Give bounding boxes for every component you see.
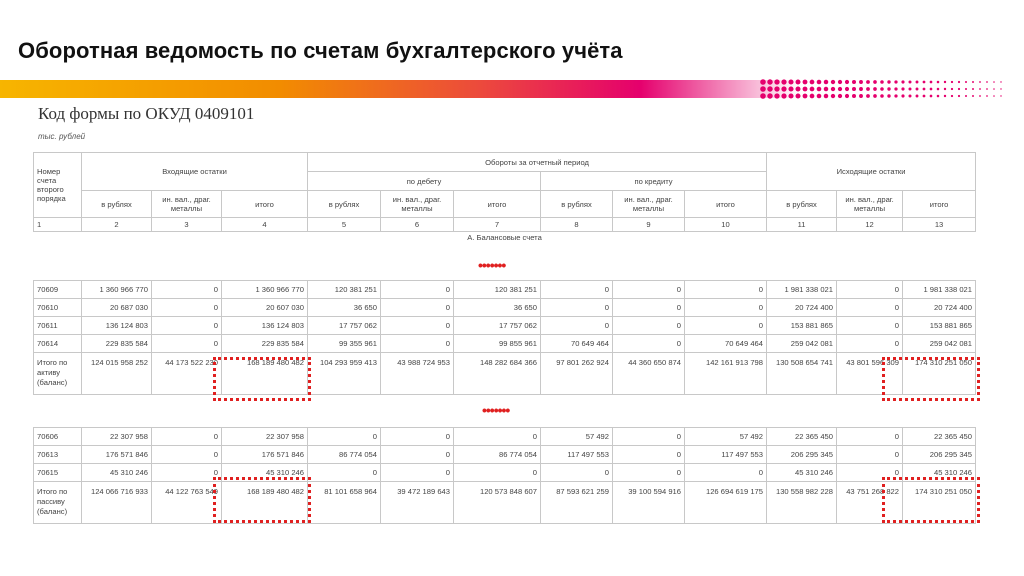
banner-dot [824,94,828,98]
banner-dot [972,81,974,83]
amount-cell: 86 774 054 [308,446,381,464]
total-amount: 168 189 480 482 [222,353,308,395]
table-row [34,317,976,335]
banner-dot [873,80,877,84]
total-amount: 126 694 619 175 [685,482,767,524]
banner-dot [866,80,870,84]
banner-dot [1000,95,1001,96]
banner-dot [838,94,842,98]
banner-dot [866,94,870,98]
banner-dot [979,88,981,90]
amount-cell: 0 [454,464,541,482]
banner-dot [901,80,904,83]
banner-dot [859,94,863,98]
banner-dot [937,88,940,91]
account-number: 70614 [34,335,82,353]
banner-dot [781,93,786,98]
total-amount: 148 282 684 366 [454,353,541,395]
col-turnover: Обороты за отчетный период [308,153,767,172]
total-amount: 87 593 621 259 [541,482,613,524]
banner-dot [845,80,849,84]
banner-dot [958,88,960,90]
amount-cell: 153 881 865 [767,317,837,335]
total-amount: 44 122 763 549 [152,482,222,524]
ellipsis-1: ••••••• [478,257,506,273]
banner-dot [810,80,815,85]
amount-cell: 136 124 803 [222,317,308,335]
banner-dot [873,94,877,98]
total-amount: 104 293 959 413 [308,353,381,395]
banner-dot [944,88,946,90]
banner-dot [908,94,911,97]
col-total: итого [222,191,308,218]
banner-dot [838,87,842,91]
banner-dot [937,95,940,98]
amount-cell: 120 381 251 [308,281,381,299]
amount-cell: 0 [152,464,222,482]
amount-cell: 0 [541,281,613,299]
amount-cell: 22 365 450 [903,428,976,446]
highlight-assets-closing-total [882,357,980,401]
amount-cell: 206 295 345 [903,446,976,464]
banner-dot [852,94,856,98]
col-number: 8 [541,218,613,232]
banner-dot [916,81,919,84]
total-amount: 43 988 724 953 [381,353,454,395]
col-number: 4 [222,218,308,232]
account-number: 70609 [34,281,82,299]
amount-cell: 0 [152,446,222,464]
banner-dot [972,88,974,90]
banner-dot [852,87,856,91]
highlight-liabilities-closing-total [882,477,980,523]
amount-cell: 206 295 345 [767,446,837,464]
banner-dot [887,87,890,90]
amount-cell: 1 360 966 770 [82,281,152,299]
amount-cell: 0 [837,281,903,299]
banner-dot [781,86,786,91]
amount-cell: 45 310 246 [222,464,308,482]
amount-cell: 20 724 400 [903,299,976,317]
banner-dot [852,80,856,84]
banner-dot [986,88,988,90]
page-title: Оборотная ведомость по счетам бухгалтерского учёта [18,38,623,63]
amount-cell: 0 [152,335,222,353]
banner-dot [986,81,988,83]
banner-dot [803,94,808,99]
amount-cell: 20 607 030 [222,299,308,317]
amount-cell: 229 835 584 [82,335,152,353]
banner-dot [951,81,953,83]
banner-dot [993,88,995,90]
amount-cell: 70 649 464 [541,335,613,353]
amount-cell: 20 724 400 [767,299,837,317]
amount-cell: 57 492 [541,428,613,446]
amount-cell: 22 365 450 [767,428,837,446]
banner-dot [1000,81,1001,82]
table-row [34,281,976,299]
banner-dot [880,80,884,84]
table-row [34,464,976,482]
amount-cell: 0 [685,299,767,317]
col-fx: ин. вал., драг. металлы [152,191,222,218]
amount-cell: 259 042 081 [903,335,976,353]
banner-dot [760,93,766,99]
col-number: 12 [837,218,903,232]
banner-dot [817,87,822,92]
total-amount: 39 100 594 916 [613,482,685,524]
banner-dot [817,94,822,99]
banner-dot [923,81,926,84]
amount-cell: 0 [381,299,454,317]
header-table [33,152,976,243]
amount-cell: 229 835 584 [222,335,308,353]
banner-dot [965,88,967,90]
amount-cell: 0 [685,464,767,482]
amount-cell: 17 757 062 [308,317,381,335]
okud-code: Код формы по ОКУД 0409101 [38,104,255,123]
banner-dot [824,87,828,91]
table-row [34,299,976,317]
total-amount: 130 558 982 228 [767,482,837,524]
assets-table [33,280,976,395]
amount-cell: 0 [837,446,903,464]
amount-cell: 0 [381,317,454,335]
amount-cell: 0 [837,428,903,446]
amount-cell: 0 [381,335,454,353]
total-amount: 44 173 522 230 [152,353,222,395]
banner-dot [824,80,828,84]
amount-cell: 0 [613,335,685,353]
amount-cell: 0 [541,317,613,335]
total-amount: 142 161 913 798 [685,353,767,395]
banner-dot [838,80,842,84]
account-number: 70606 [34,428,82,446]
amount-cell: 20 687 030 [82,299,152,317]
account-number: 70611 [34,317,82,335]
col-total: итого [685,191,767,218]
col-number: 7 [454,218,541,232]
col-rub: в рублях [308,191,381,218]
amount-cell: 176 571 846 [222,446,308,464]
banner-dot [965,81,967,83]
banner-dot [993,81,995,83]
banner-dot [880,87,884,91]
banner-dot [859,80,863,84]
highlight-assets-opening-total [213,357,311,401]
banner-dot [866,87,870,91]
amount-cell: 0 [613,428,685,446]
table-row [34,428,976,446]
banner-dot [965,95,967,97]
banner-dot [760,79,766,85]
total-amount: 97 801 262 924 [541,353,613,395]
col-rub: в рублях [82,191,152,218]
col-closing-balance: Исходящие остатки [767,153,976,191]
liabilities-table [33,427,976,524]
total-row [34,482,976,524]
banner-dot [767,86,772,91]
banner-dot [916,88,919,91]
banner-dot [901,87,904,90]
total-amount: 39 472 189 643 [381,482,454,524]
col-credit: по кредиту [541,172,767,191]
banner-dot [986,95,988,97]
banner-dot [817,80,822,85]
banner-dot [923,95,926,98]
amount-cell: 0 [308,428,381,446]
amount-cell: 0 [837,335,903,353]
units-label: тыс. рублей [38,132,86,141]
amount-cell: 117 497 553 [541,446,613,464]
account-number: 70615 [34,464,82,482]
banner-dot [810,94,815,99]
amount-cell: 99 855 961 [454,335,541,353]
banner-dot [944,95,946,97]
amount-cell: 1 981 338 021 [767,281,837,299]
banner-dot [796,94,801,99]
table-row [34,446,976,464]
banner-dot [803,80,808,85]
amount-cell: 22 307 958 [222,428,308,446]
banner-dot [873,87,877,91]
amount-cell: 0 [152,281,222,299]
amount-cell: 36 650 [308,299,381,317]
banner-dot [810,87,815,92]
col-number: 9 [613,218,685,232]
total-amount: 43 751 268 822 [837,482,903,524]
banner-dot [774,93,779,98]
amount-cell: 0 [685,281,767,299]
banner-dot [937,81,940,84]
banner-dot [767,79,772,84]
col-number: 11 [767,218,837,232]
col-opening-balance: Входящие остатки [82,153,308,191]
amount-cell: 70 649 464 [685,335,767,353]
banner-dot [894,87,897,90]
banner-dot [796,80,801,85]
amount-cell: 0 [308,464,381,482]
banner-dot [859,87,863,91]
banner-dot [887,80,890,83]
banner-dot [894,94,897,97]
amount-cell: 1 360 966 770 [222,281,308,299]
amount-cell: 45 310 246 [903,464,976,482]
banner-dot [901,94,904,97]
total-amount: 43 801 596 309 [837,353,903,395]
amount-cell: 45 310 246 [82,464,152,482]
amount-cell: 36 650 [454,299,541,317]
amount-cell: 0 [152,317,222,335]
amount-cell: 45 310 246 [767,464,837,482]
banner-dot [781,79,786,84]
amount-cell: 0 [613,317,685,335]
col-account-number: Номер счета второго порядка [34,153,82,218]
decorative-banner [0,78,1024,100]
total-amount: 124 066 716 933 [82,482,152,524]
banner-dot [979,81,981,83]
banner-dot [923,88,926,91]
amount-cell: 0 [613,281,685,299]
banner-dot [760,86,766,92]
amount-cell: 0 [381,464,454,482]
banner-dot [916,95,919,98]
total-amount: 44 360 650 874 [613,353,685,395]
col-number: 2 [82,218,152,232]
highlight-liabilities-opening-total [213,477,311,523]
col-fx: ин. вал., драг. металлы [613,191,685,218]
amount-cell: 176 571 846 [82,446,152,464]
banner-dot [845,94,849,98]
amount-cell: 0 [381,428,454,446]
banner-dot [831,80,835,84]
banner-dot [796,87,801,92]
total-amount: 168 189 480 482 [222,482,308,524]
amount-cell: 22 307 958 [82,428,152,446]
total-amount: 124 015 958 252 [82,353,152,395]
banner-dot [979,95,981,97]
amount-cell: 153 881 865 [903,317,976,335]
col-number: 1 [34,218,82,232]
col-number: 13 [903,218,976,232]
amount-cell: 0 [152,299,222,317]
col-debit: по дебету [308,172,541,191]
banner-dot [944,81,946,83]
total-amount: 130 508 654 741 [767,353,837,395]
banner-dot [845,87,849,91]
banner-dot [774,86,779,91]
amount-cell: 259 042 081 [767,335,837,353]
banner-dot [951,95,953,97]
amount-cell: 0 [152,428,222,446]
table-row [34,335,976,353]
banner-dot [958,95,960,97]
account-number: 70610 [34,299,82,317]
banner-dot [803,87,808,92]
amount-cell: 0 [613,464,685,482]
amount-cell: 0 [837,299,903,317]
banner-dot [831,87,835,91]
banner-dot [951,88,953,90]
total-amount: 120 573 848 607 [454,482,541,524]
total-amount: 81 101 658 964 [308,482,381,524]
banner-dot [930,95,933,98]
banner-dot [788,93,793,98]
banner-dot [894,80,897,83]
amount-cell: 120 381 251 [454,281,541,299]
col-total: итого [903,191,976,218]
amount-cell: 136 124 803 [82,317,152,335]
banner-dot [908,80,911,83]
amount-cell: 0 [685,317,767,335]
banner-dot [1000,88,1001,89]
ellipsis-2: ••••••• [482,402,510,418]
amount-cell: 86 774 054 [454,446,541,464]
total-row [34,353,976,395]
amount-cell: 0 [381,446,454,464]
amount-cell: 0 [381,281,454,299]
amount-cell: 0 [837,317,903,335]
banner-dot [788,86,793,91]
col-fx: ин. вал., драг. металлы [381,191,454,218]
amount-cell: 0 [837,464,903,482]
col-total: итого [454,191,541,218]
total-label: Итого по пассиву (баланс) [34,482,82,524]
banner-dot [880,94,884,98]
total-label: Итого по активу (баланс) [34,353,82,395]
banner-dot [831,94,835,98]
col-number: 10 [685,218,767,232]
amount-cell: 0 [613,299,685,317]
banner-dot [767,93,772,98]
total-amount: 174 310 251 050 [903,353,976,395]
col-rub: в рублях [541,191,613,218]
amount-cell: 57 492 [685,428,767,446]
col-fx: ин. вал., драг. металлы [837,191,903,218]
col-number: 3 [152,218,222,232]
banner-dot [972,95,974,97]
col-rub: в рублях [767,191,837,218]
banner-dot [958,81,960,83]
amount-cell: 1 981 338 021 [903,281,976,299]
total-amount: 174 310 251 050 [903,482,976,524]
amount-cell: 17 757 062 [454,317,541,335]
banner-dot [930,81,933,84]
banner-dot [993,95,995,97]
amount-cell: 99 355 961 [308,335,381,353]
amount-cell: 0 [541,299,613,317]
banner-dot [887,94,890,97]
banner-dot [774,79,779,84]
amount-cell: 0 [613,446,685,464]
col-number: 5 [308,218,381,232]
amount-cell: 0 [454,428,541,446]
section-title: А. Балансовые счета [34,232,976,244]
banner-dot [908,87,911,90]
col-number: 6 [381,218,454,232]
banner-dot [930,88,933,91]
banner-dot [788,79,793,84]
account-number: 70613 [34,446,82,464]
amount-cell: 117 497 553 [685,446,767,464]
amount-cell: 0 [541,464,613,482]
